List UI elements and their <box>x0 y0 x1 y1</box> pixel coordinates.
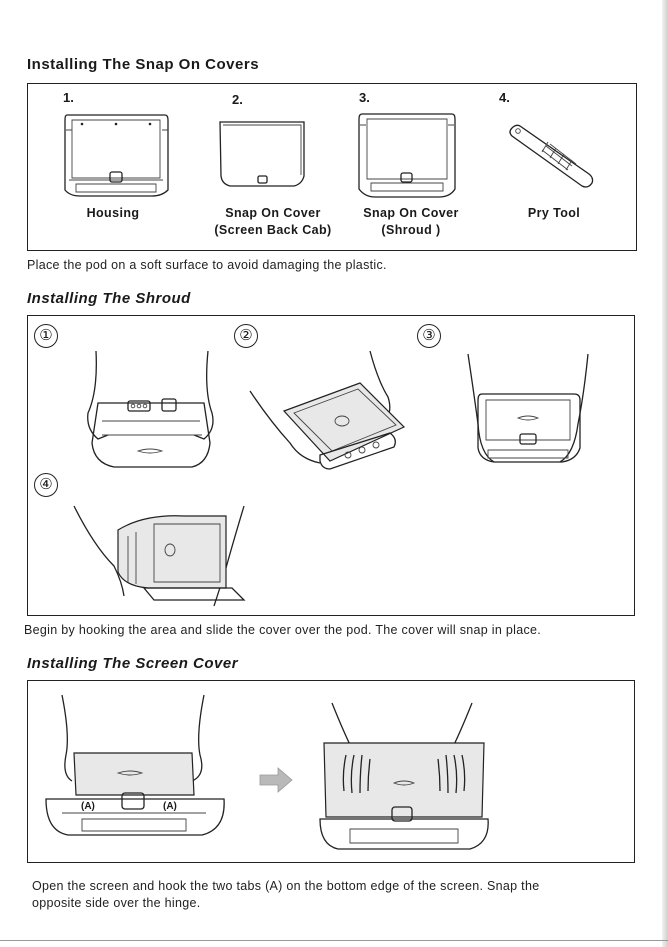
step-marker-3: ③ <box>417 324 441 348</box>
step-marker-4: ④ <box>34 473 58 497</box>
step-number-4: 4. <box>499 90 510 105</box>
caption-housing-line1: Housing <box>86 206 140 220</box>
note-open-and-hook-line2: opposite side over the hinge. <box>32 896 201 910</box>
shroud-illustration <box>357 111 457 201</box>
shroud-step4-illustration <box>74 496 274 611</box>
step-marker-2: ② <box>234 324 258 348</box>
step-number-1: 1. <box>63 90 74 105</box>
note-open-and-hook-line1: Open the screen and hook the two tabs (A) on the bottom edge of the screen. Snap the <box>32 879 540 893</box>
shroud-step3-illustration <box>438 354 618 474</box>
caption-screen-back-cab <box>198 205 348 239</box>
screen-cover-snap-hinge-illustration <box>314 703 494 853</box>
caption-pry-tool <box>504 205 604 222</box>
step-number-2: 2. <box>232 92 243 107</box>
section-title-snap-on-covers: Installing The Snap On Covers <box>27 56 260 73</box>
note-hook-and-slide: Begin by hooking the area and slide the cover over the pod. The cover will snap in place. <box>24 623 542 637</box>
note-open-and-hook <box>32 878 539 912</box>
section-title-installing-screen-cover: Installing The Screen Cover <box>27 655 239 672</box>
shroud-step2-illustration <box>250 351 420 481</box>
right-arrow-icon <box>260 768 294 792</box>
step-number-3: 3. <box>359 90 370 105</box>
installing-screen-cover-panel <box>27 680 635 863</box>
tab-label-a-left: (A) <box>81 801 95 812</box>
caption-housing <box>58 205 168 222</box>
section-title-installing-shroud: Installing The Shroud <box>27 290 191 307</box>
note-soft-surface: Place the pod on a soft surface to avoid damaging the plastic. <box>27 258 387 272</box>
page-edge-shadow <box>662 0 668 947</box>
tab-label-a-right: (A) <box>163 801 177 812</box>
caption-shroud-line2: (Shroud ) <box>381 223 441 237</box>
page-bottom-divider <box>0 940 668 941</box>
snap-on-covers-panel <box>27 83 637 251</box>
installing-shroud-panel <box>27 315 635 616</box>
pry-tool-illustration <box>506 122 596 192</box>
screen-back-cab-illustration <box>218 120 308 190</box>
shroud-step1-illustration <box>58 351 238 471</box>
caption-shroud <box>346 205 476 239</box>
caption-shroud-line1: Snap On Cover <box>363 206 459 220</box>
step-marker-1: ① <box>34 324 58 348</box>
screen-cover-hook-tabs-illustration <box>42 695 232 855</box>
caption-pry-tool-line1: Pry Tool <box>527 206 581 220</box>
housing-illustration <box>62 110 172 200</box>
caption-screen-back-cab-line2: (Screen Back Cab) <box>214 223 332 237</box>
caption-screen-back-cab-line1: Snap On Cover <box>225 206 321 220</box>
